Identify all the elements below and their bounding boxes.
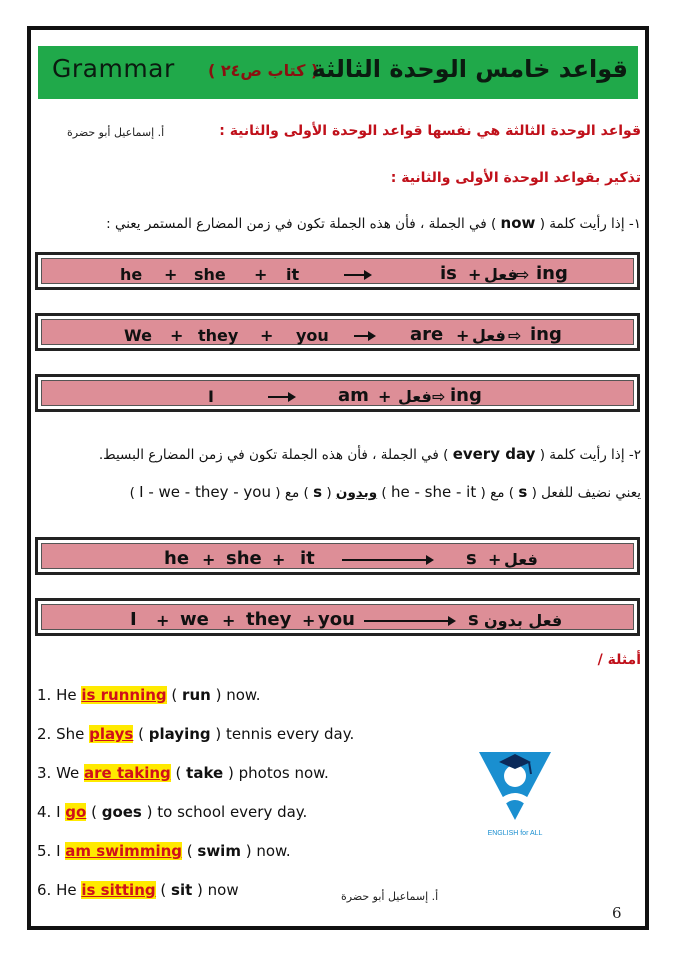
verb-word: فعل <box>504 550 538 569</box>
ing-arrow-icon: ⇨ <box>432 387 446 406</box>
pronoun-we: we <box>180 609 209 630</box>
letter-s: s <box>518 483 528 501</box>
page-frame <box>27 26 649 930</box>
example-text: ) now. <box>210 686 261 704</box>
rule2b-part3: ) <box>381 485 387 501</box>
example-item <box>37 764 329 782</box>
plus-sign: + <box>170 326 184 345</box>
aux-is: is <box>440 263 457 284</box>
right-arrow-icon <box>342 559 432 561</box>
plus-sign: + <box>222 611 236 630</box>
title-arabic: قواعد خامس الوحدة الثالثة <box>311 55 628 83</box>
plus-sign: + <box>156 611 170 630</box>
example-text: 5. I <box>37 842 66 860</box>
logo-text: ENGLISH for ALL <box>487 830 543 837</box>
rule-box-i-we-they-you <box>35 598 640 636</box>
pronoun-you: you <box>296 326 329 345</box>
rule2-prefix: ٢- إذا رأيت كلمة ( <box>539 447 641 463</box>
page-number: 6 <box>612 904 622 922</box>
pronoun-they: they <box>246 609 292 630</box>
verb-word: فعل <box>472 326 506 345</box>
example-hint: sit <box>171 881 193 899</box>
rule-add-s <box>130 483 641 501</box>
pronoun-they: they <box>198 326 239 345</box>
example-text: 4. I <box>37 803 66 821</box>
rule2b-part5: ) مع ( <box>275 485 309 501</box>
rule-box-we-they-you <box>35 313 640 351</box>
pronouns-he-she-it: he - she - it <box>390 483 477 501</box>
plus-sign: + <box>164 265 178 284</box>
rule-box-he-she-it-s <box>35 537 640 575</box>
keyword-every-day: every day <box>452 445 536 463</box>
example-answer: go <box>65 803 87 821</box>
example-hint: goes <box>101 803 142 821</box>
graduate-logo-icon <box>475 744 555 824</box>
plus-sign: + <box>456 326 470 345</box>
english-for-all-logo <box>475 744 555 854</box>
example-hint: run <box>182 686 211 704</box>
example-hint: playing <box>148 725 211 743</box>
pronoun-she: she <box>194 265 226 284</box>
pronoun-he: he <box>120 265 143 284</box>
note-reminder: تذكير بقواعد الوحدة الأولى والثانية : <box>390 170 641 186</box>
book-reference: ( كتاب ص٢٤ ) <box>208 61 319 80</box>
rule-box-he-she-it <box>35 252 640 290</box>
plus-sign: + <box>378 387 392 406</box>
plus-sign: + <box>254 265 268 284</box>
example-item <box>37 842 291 860</box>
plus-sign: + <box>302 611 316 630</box>
suffix-ing: ing <box>536 263 568 284</box>
example-text: ( <box>86 803 102 821</box>
aux-are: are <box>410 324 444 345</box>
ing-arrow-icon: ⇨ <box>516 265 530 284</box>
suffix-s: s <box>466 548 477 569</box>
right-arrow-icon <box>354 335 374 337</box>
example-answer: are taking <box>84 764 171 782</box>
right-arrow-icon <box>364 620 454 622</box>
example-text: ( <box>182 842 198 860</box>
word-without: وبدون <box>335 485 378 501</box>
suffix-ing: ing <box>530 324 562 345</box>
example-answer: is sitting <box>81 881 156 899</box>
pronoun-we: We <box>124 326 152 345</box>
verb-word: فعل <box>484 265 518 284</box>
example-item <box>37 803 307 821</box>
note-same-rules: قواعد الوحدة الثالثة هي نفسها قواعد الوحدة الأولى والثانية : <box>219 123 641 139</box>
aux-am: am <box>338 385 369 406</box>
example-text: ) tennis every day. <box>210 725 355 743</box>
example-hint: swim <box>197 842 241 860</box>
verb-word: فعل <box>398 387 432 406</box>
example-text: ) photos now. <box>223 764 329 782</box>
teacher-name-top: أ. إسماعيل أبو حضرة <box>67 126 165 139</box>
example-text: 3. We <box>37 764 85 782</box>
right-arrow-icon <box>268 396 294 398</box>
pronoun-he: he <box>164 548 190 569</box>
rule1-prefix: ١- إذا رأيت كلمة ( <box>539 216 641 232</box>
pronoun-it: it <box>300 548 315 569</box>
ing-arrow-icon: ⇨ <box>508 326 522 345</box>
plus-sign: + <box>468 265 482 284</box>
example-text: ( <box>133 725 149 743</box>
plus-sign: + <box>488 550 502 569</box>
rule1-suffix: ) في الجملة ، فأن هذه الجملة تكون في زمن المضارع المستمر يعني : <box>106 216 497 232</box>
keyword-now: now <box>500 214 536 232</box>
rule2b-part1: يعني نضيف للفعل ( <box>531 485 641 501</box>
example-text: 6. He <box>37 881 82 899</box>
rule-present-simple <box>99 445 641 463</box>
example-answer: is running <box>81 686 167 704</box>
example-text: 1. He <box>37 686 82 704</box>
right-arrow-icon <box>344 274 370 276</box>
teacher-name-bottom: أ. إسماعيل أبو حضرة <box>341 890 439 903</box>
rule-box-i <box>35 374 640 412</box>
pronoun-it: it <box>286 265 300 284</box>
example-text: ) now. <box>240 842 291 860</box>
example-answer: am swimming <box>65 842 182 860</box>
rule2b-part2: ) مع ( <box>480 485 515 501</box>
rule2-suffix: ) في الجملة ، فأن هذه الجملة تكون في زمن المضارع البسيط. <box>98 447 449 463</box>
example-text: ( <box>155 881 172 899</box>
example-item <box>37 881 239 899</box>
suffix-ing: ing <box>450 385 482 406</box>
letter-s: s <box>313 483 323 501</box>
example-text: ) now <box>192 881 239 899</box>
pronoun-i: I <box>208 387 214 406</box>
examples-title: أمثلة / <box>597 652 641 668</box>
example-item <box>37 725 354 743</box>
example-text: ( <box>170 764 187 782</box>
suffix-s: s <box>468 609 479 630</box>
example-item <box>37 686 261 704</box>
pronoun-you: you <box>318 609 355 630</box>
pronoun-i: I <box>130 609 137 630</box>
pronoun-she: she <box>226 548 262 569</box>
example-text: ) to school every day. <box>141 803 308 821</box>
example-text: 2. She <box>37 725 90 743</box>
title-english: Grammar <box>52 54 175 83</box>
verb-without-word: فعل بدون <box>484 611 563 630</box>
title-banner <box>38 46 638 99</box>
example-hint: take <box>186 764 224 782</box>
rule2b-part6: ) <box>129 485 135 501</box>
rule-present-continuous <box>106 214 641 232</box>
example-answer: plays <box>89 725 134 743</box>
rule2b-part4: ( <box>326 485 332 501</box>
pronouns-i-we-they-you: I - we - they - you <box>139 483 271 501</box>
example-text: ( <box>166 686 183 704</box>
plus-sign: + <box>202 550 216 569</box>
plus-sign: + <box>272 550 286 569</box>
plus-sign: + <box>260 326 274 345</box>
